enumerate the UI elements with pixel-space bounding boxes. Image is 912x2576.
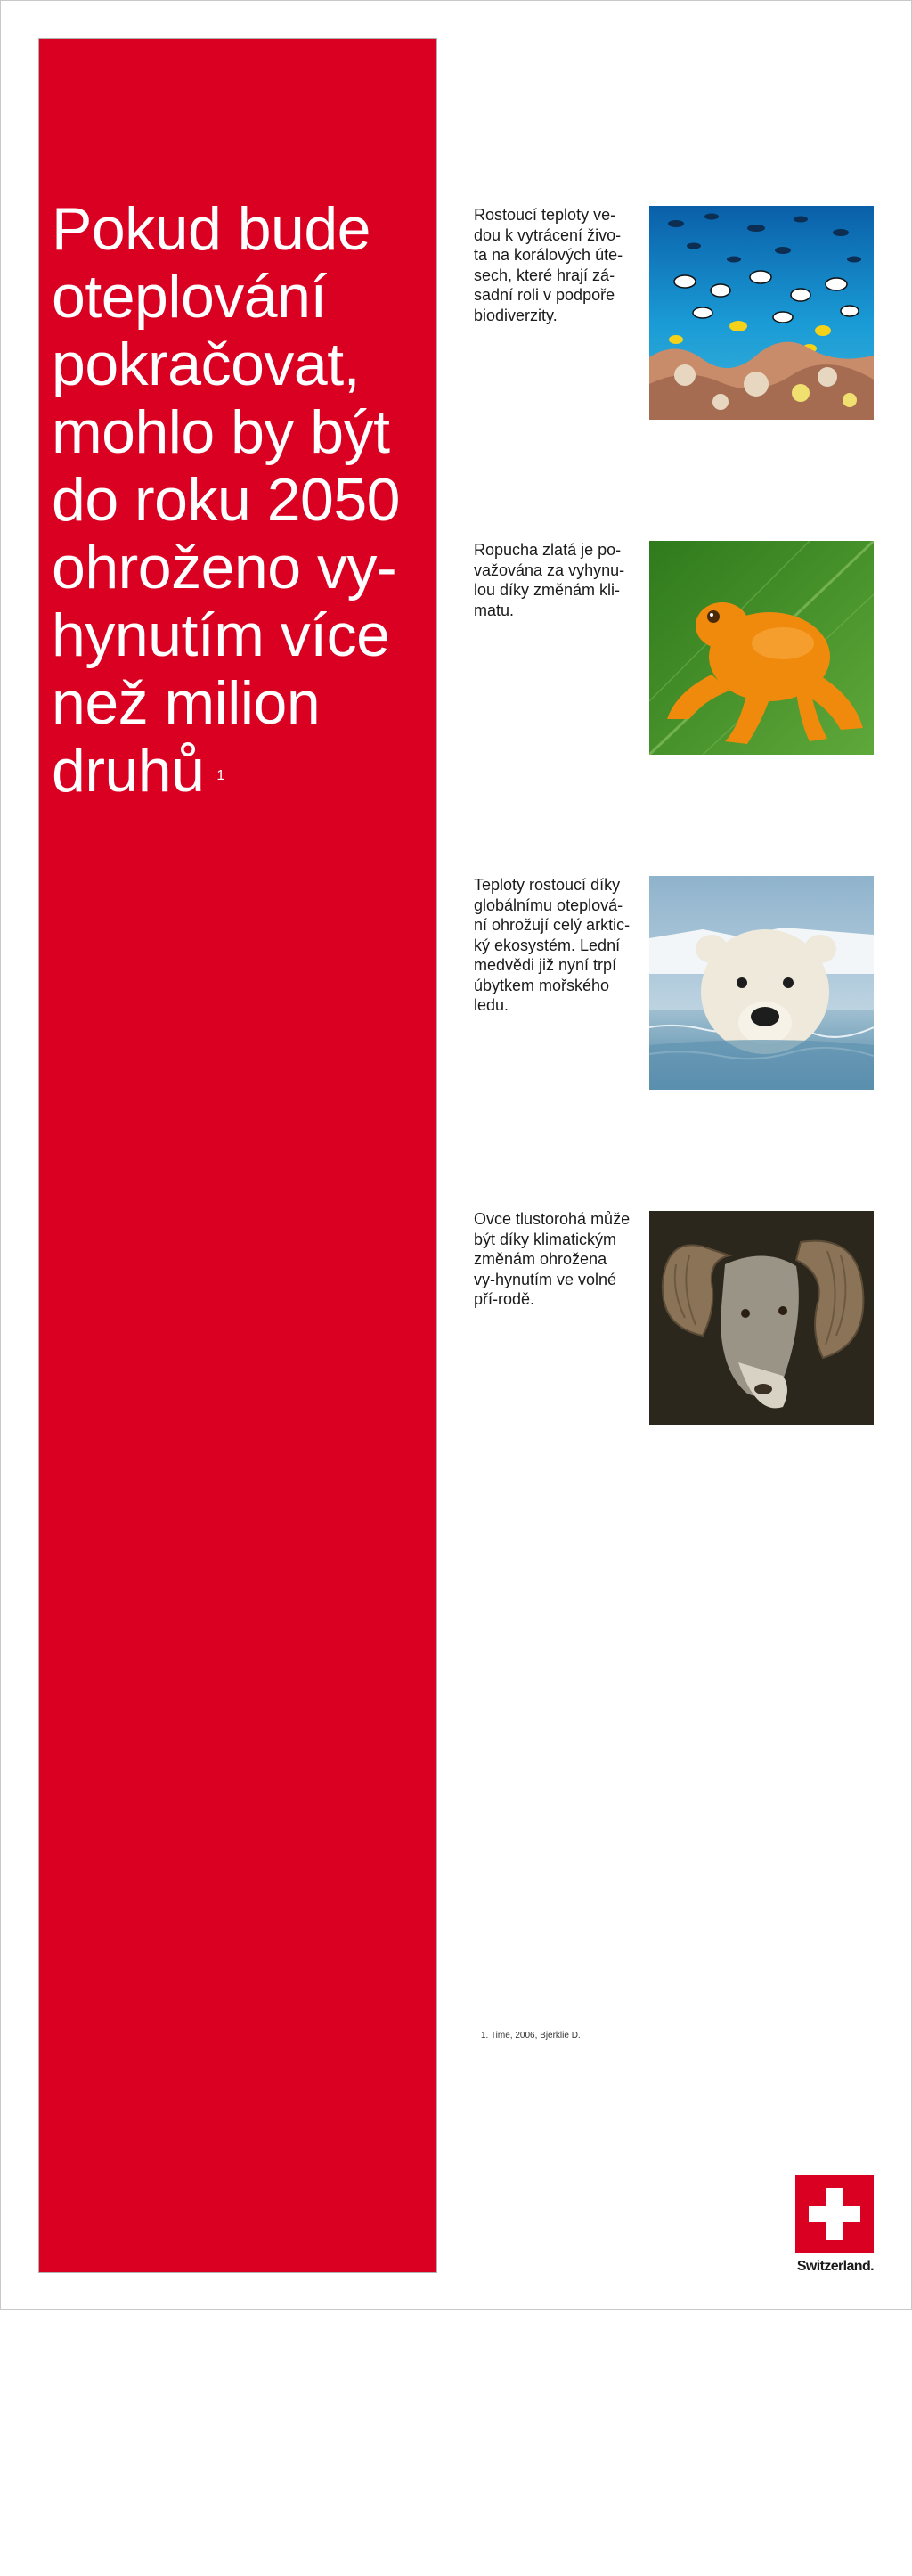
polar-bear-caption: Teploty rostoucí díky globálnímu oteplová-ní ohrožují celý arktic-ký ekosystém. Lední medvědi již nyní trpí úbytkem mořského ledu. bbox=[474, 876, 631, 1014]
footnote: 1. Time, 2006, Bjerklie D. bbox=[481, 2031, 581, 2040]
coral-reef-caption: Rostoucí teploty ve-dou k vytrácení živo-ta na korálových úte-sech, které hrají zá-sadní roli v podpoře biodiverzity. bbox=[474, 206, 623, 324]
golden-toad-caption: Ropucha zlatá je po-važována za vyhynu-lou díky změnám kli-matu. bbox=[474, 541, 625, 619]
polar-bear-photo bbox=[649, 876, 874, 1090]
footnote-reference: 1 bbox=[216, 768, 224, 783]
golden-toad-photo bbox=[649, 541, 874, 755]
bighorn-sheep-photo bbox=[649, 1211, 874, 1425]
switzerland-logo bbox=[795, 2175, 874, 2275]
coral-reef-photo bbox=[649, 206, 874, 420]
headline-panel bbox=[38, 38, 437, 2273]
headline-text: Pokud bude oteplování pokračovat, mohlo by být do roku 2050 ohroženo vy-hynutím více než milion druhů bbox=[52, 195, 400, 805]
logo-wordmark: Switzerland. bbox=[796, 2259, 874, 2274]
headline bbox=[52, 195, 426, 805]
swiss-cross-icon bbox=[795, 2175, 874, 2253]
bighorn-sheep-caption: Ovce tlustorohá může být díky klimatickým změnám ohrožena vy-hynutím ve volné pří-rodě. bbox=[474, 1210, 631, 1308]
